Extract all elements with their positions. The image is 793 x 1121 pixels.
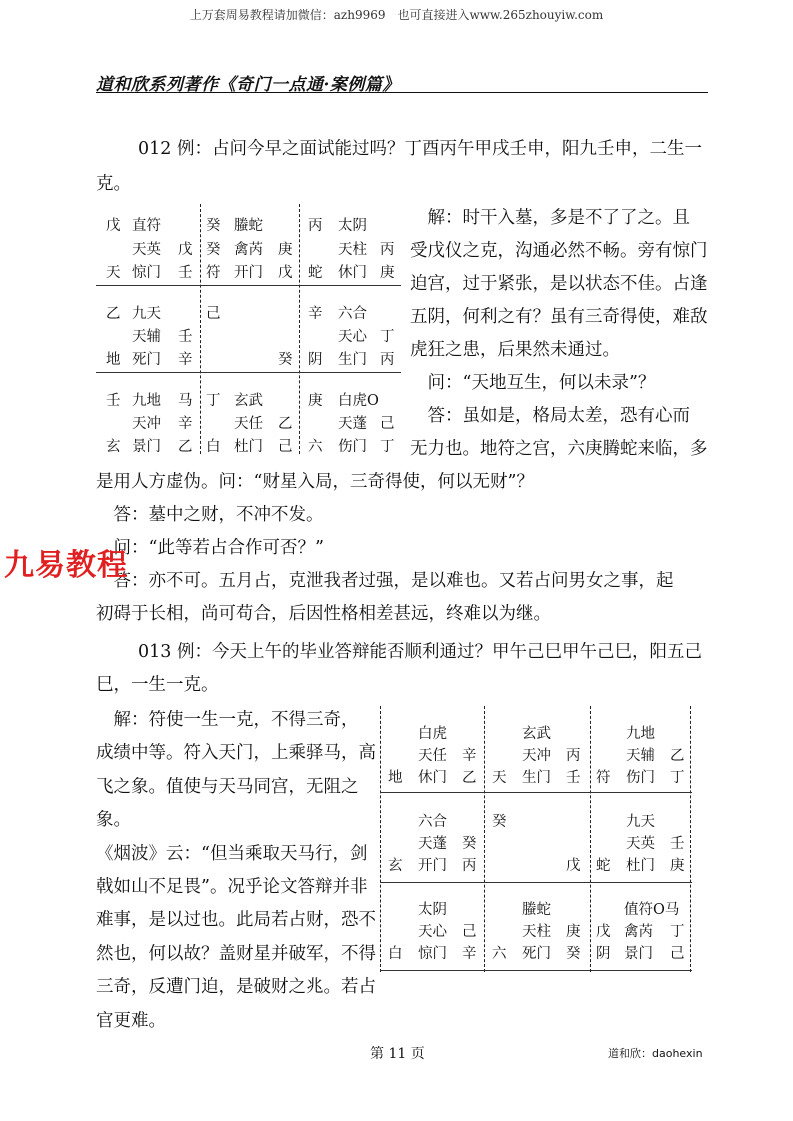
grid-separator	[200, 204, 201, 454]
watermark-logo: 九易教程	[4, 548, 128, 583]
author-note: 道和欣：daohexin	[608, 1047, 703, 1060]
grid-separator	[96, 285, 401, 286]
grid-separator	[380, 882, 692, 883]
series-title: 道和欣系列著作《奇门一点通·案例篇》	[96, 75, 400, 95]
case012-line2: 克。	[96, 174, 131, 194]
grid-separator	[299, 204, 300, 454]
grid-separator	[690, 706, 691, 972]
grid-separator	[484, 706, 485, 972]
case012-qa: 是用人方虚伪。问：“财星入局，三奇得使，何以无财”？ 答：墓中之财，不冲不发。 问：“此等若占合作可否？” 答：亦不可。五月占，克泄我者过强，是以难也。又若占问男女之事，起 初碍于长相，尚可苟合，后因性格相差甚远，终难以为继。	[96, 472, 674, 624]
grid-separator	[380, 970, 692, 971]
top-promo-note: 上万套周易教程请加微信：azh9969 也可直接进入www.265zhouyiw.com	[189, 8, 604, 22]
page-number: 第 11 页	[370, 1046, 425, 1062]
case013-line1: 013 例：今天上午的毕业答辩能否顺利通过？甲午己巳甲午己巳，阳五己	[138, 642, 702, 662]
case012-line1: 012 例：占问今早之面试能过吗？丁酉丙午甲戌壬申，阳九壬申，二生一	[138, 139, 702, 159]
case012-chart: 戊 直符 天英 戊 天 惊门 壬 癸 螣蛇 癸 禽芮 庚 符 开门 戊 丙 太阴 天柱 丙 蛇 休门 庚 乙 九天 天辅 壬 地 死门 辛 己 癸 辛 六合 天心 丁 阴 生门 丙 壬 九地 马 天冲 辛 玄 景门 乙 丁 玄武 天任 乙 白 杜门 己 庚 白虎O 天蓬 己 六 伤门 丁	[96, 200, 406, 460]
case013-analysis: 解：符使一生一克，不得三奇， 成绩中等。符入天门，上乘驿马，高 飞之象。值使与天马同宫，无阻之象。 《烟波》云：“但当乘取天马行，剑 戟如山不足畏”。况乎论文答辩并非 难事，是以过也。此局若占财，恐不 然也，何以故？盖财星并破军，不得 三奇，反遭门迫，是破财之兆。若占 官更难。	[96, 710, 376, 1031]
grid-separator	[96, 372, 401, 373]
header-rule	[96, 92, 708, 93]
grid-separator	[590, 706, 591, 972]
case012-analysis: 解：时干入墓，多是不了了之。且 受戊仪之克，沟通必然不畅。旁有惊门 迫宫，过于紧张，是以状态不佳。占逢 五阴，何利之有？虽有三奇得使，难敌 虎狂之患，后果然未通过。 问：“天地互生，何以未录”？ 答：虽如是，格局太差，恐有心而 无力也。地符之宫，六庚腾蛇来临，多	[410, 208, 708, 459]
grid-separator	[380, 706, 381, 972]
case013-line2: 巳，一生一克。	[96, 675, 219, 695]
case013-chart: 白虎 天任 辛 地 休门 乙 玄武 天冲 丙 天 生门 壬 九地 天辅 乙 符 伤门 丁 六合 天蓬 癸 玄 开门 丙 癸 戊 九天 天英 壬 蛇 杜门 庚 太阴 天心 己 白 惊门 辛 螣蛇 天柱 庚 六 死门 癸 值符O马 戊 禽芮 丁 阴 景门 己	[380, 706, 695, 974]
grid-separator	[380, 792, 692, 793]
